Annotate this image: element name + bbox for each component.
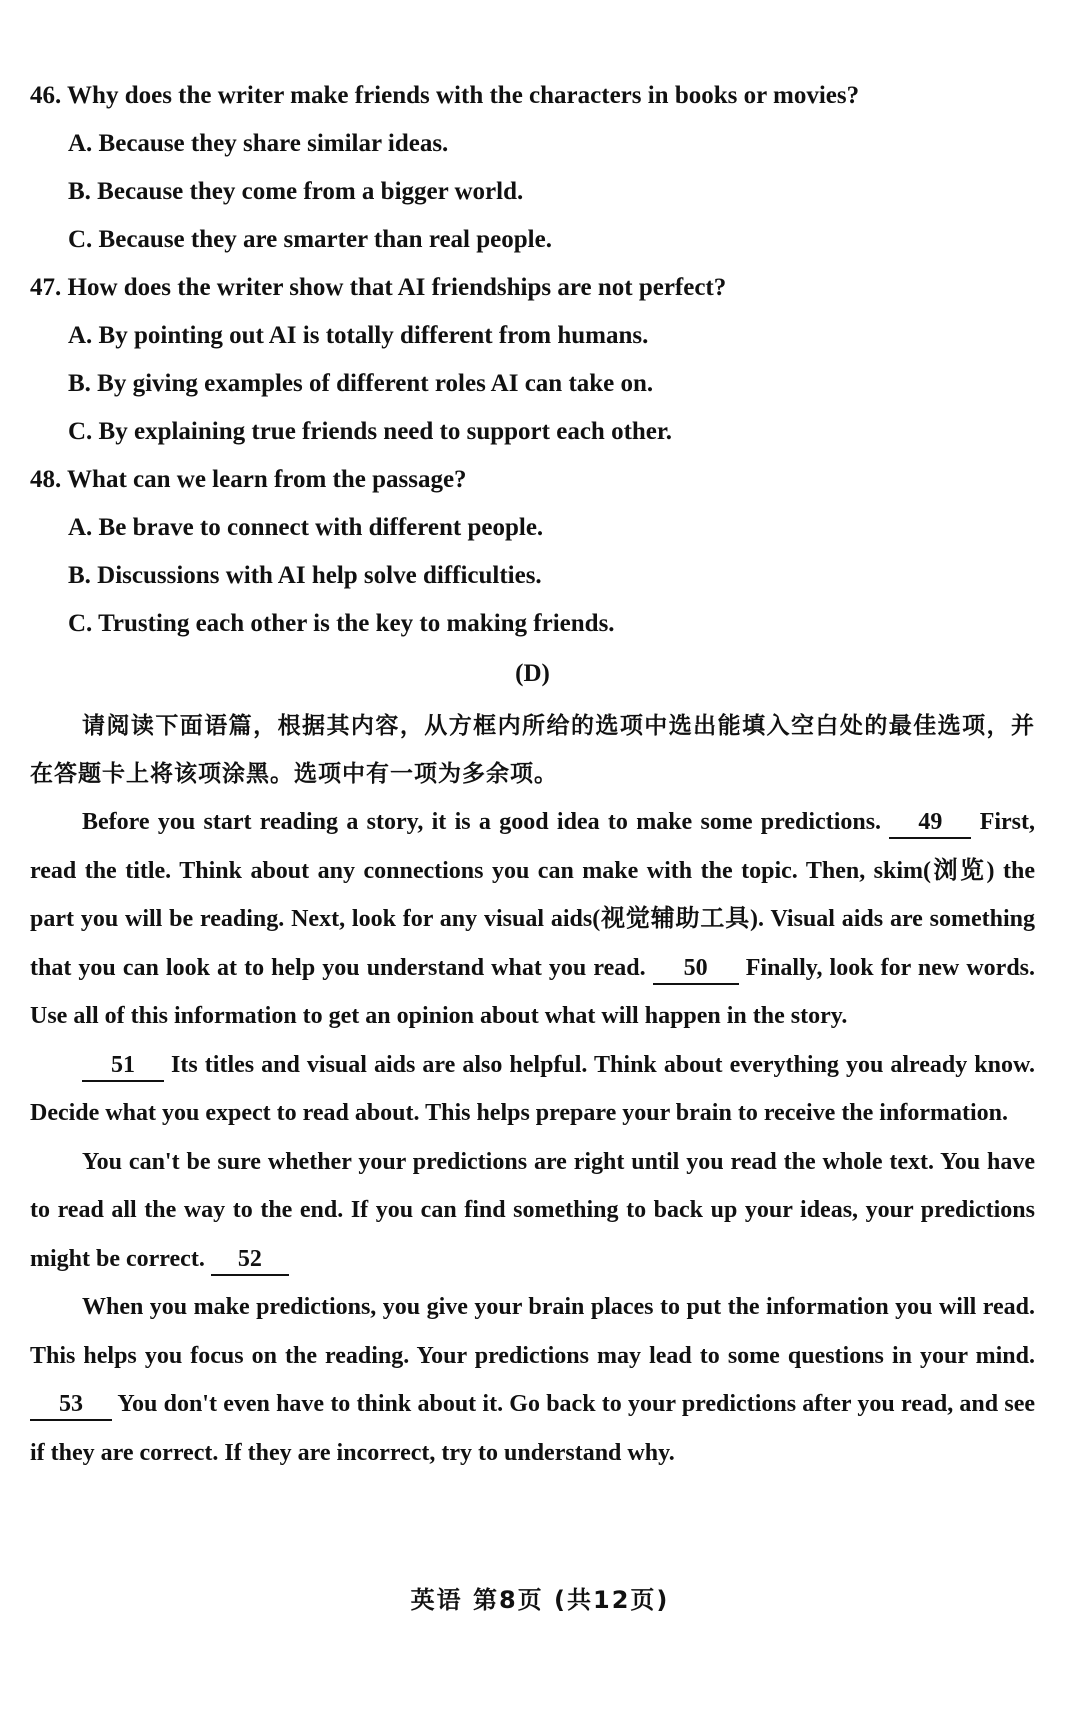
passage-paragraph-2	[30, 1041, 1035, 1138]
paragraph-text: When you make predictions, you give your brain places to put the information you will read. This helps you focus on the reading. Your predictions may lead to some questions in your mind.	[30, 1294, 1035, 1369]
blank-49: 49	[889, 807, 971, 839]
passage-paragraph-4	[30, 1283, 1035, 1477]
paragraph-text: Before you start reading a story, it is a good idea to make some predictions.	[82, 809, 890, 835]
question-46	[30, 72, 1035, 264]
paragraph-text: First, read the title. Think about any connections you can make with the topic. Then, skim(浏览) the part you will be reading. Next, look for any visual aids(视觉辅助工具). Visual aids are something that you can look at to help you understand what you read.	[30, 809, 1036, 981]
question-stem: 48. What can we learn from the passage?	[30, 466, 467, 493]
option-a: A. Because they share similar ideas.	[68, 130, 449, 157]
question-stem: 47. How does the writer show that AI friendships are not perfect?	[30, 274, 727, 301]
option-a: A. By pointing out AI is totally different from humans.	[68, 322, 649, 349]
section-instructions: 请阅读下面语篇，根据其内容，从方框内所给的选项中选出能填入空白处的最佳选项，并在答题卡上将该项涂黑。选项中有一项为多余项。	[30, 713, 1035, 787]
passage-paragraph-1	[30, 798, 1035, 1041]
option-b: B. Because they come from a bigger world.	[68, 178, 524, 205]
option-c: C. By explaining true friends need to support each other.	[68, 418, 672, 445]
passage-paragraph-3	[30, 1138, 1035, 1284]
exam-page	[30, 72, 1035, 1477]
question-stem: 46. Why does the writer make friends with the characters in books or movies?	[30, 82, 860, 109]
option-c: C. Trusting each other is the key to making friends.	[68, 610, 615, 637]
paragraph-text: You don't even have to think about it. Go back to your predictions after you read, and see if they are correct. If they are incorrect, try to understand why.	[30, 1391, 1035, 1466]
page-footer: 英语 第8页 (共12页)	[410, 1586, 670, 1614]
option-c: C. Because they are smarter than real people.	[68, 226, 552, 253]
section-title: (D)	[515, 660, 550, 687]
option-b: B. By giving examples of different roles AI can take on.	[68, 370, 654, 397]
paragraph-text: Its titles and visual aids are also helpful. Think about everything you already know. Decide what you expect to read about. This helps prepare your brain to receive the information.	[30, 1051, 1035, 1126]
paragraph-text: You can't be sure whether your predictions are right until you read the whole text. You have to read all the way to the end. If you can find something to back up your ideas, your predictions might be correct.	[30, 1148, 1035, 1272]
option-a: A. Be brave to connect with different people.	[68, 514, 544, 541]
option-b: B. Discussions with AI help solve difficulties.	[68, 562, 542, 589]
blank-53: 53	[30, 1389, 112, 1421]
blank-51: 51	[82, 1050, 164, 1082]
blank-50: 50	[653, 953, 739, 985]
question-48	[30, 456, 1035, 648]
blank-52: 52	[211, 1244, 289, 1276]
paragraph-text: Finally, look for new words. Use all of this information to get an opinion about what will happen in the story.	[30, 954, 1036, 1029]
question-47	[30, 264, 1035, 456]
